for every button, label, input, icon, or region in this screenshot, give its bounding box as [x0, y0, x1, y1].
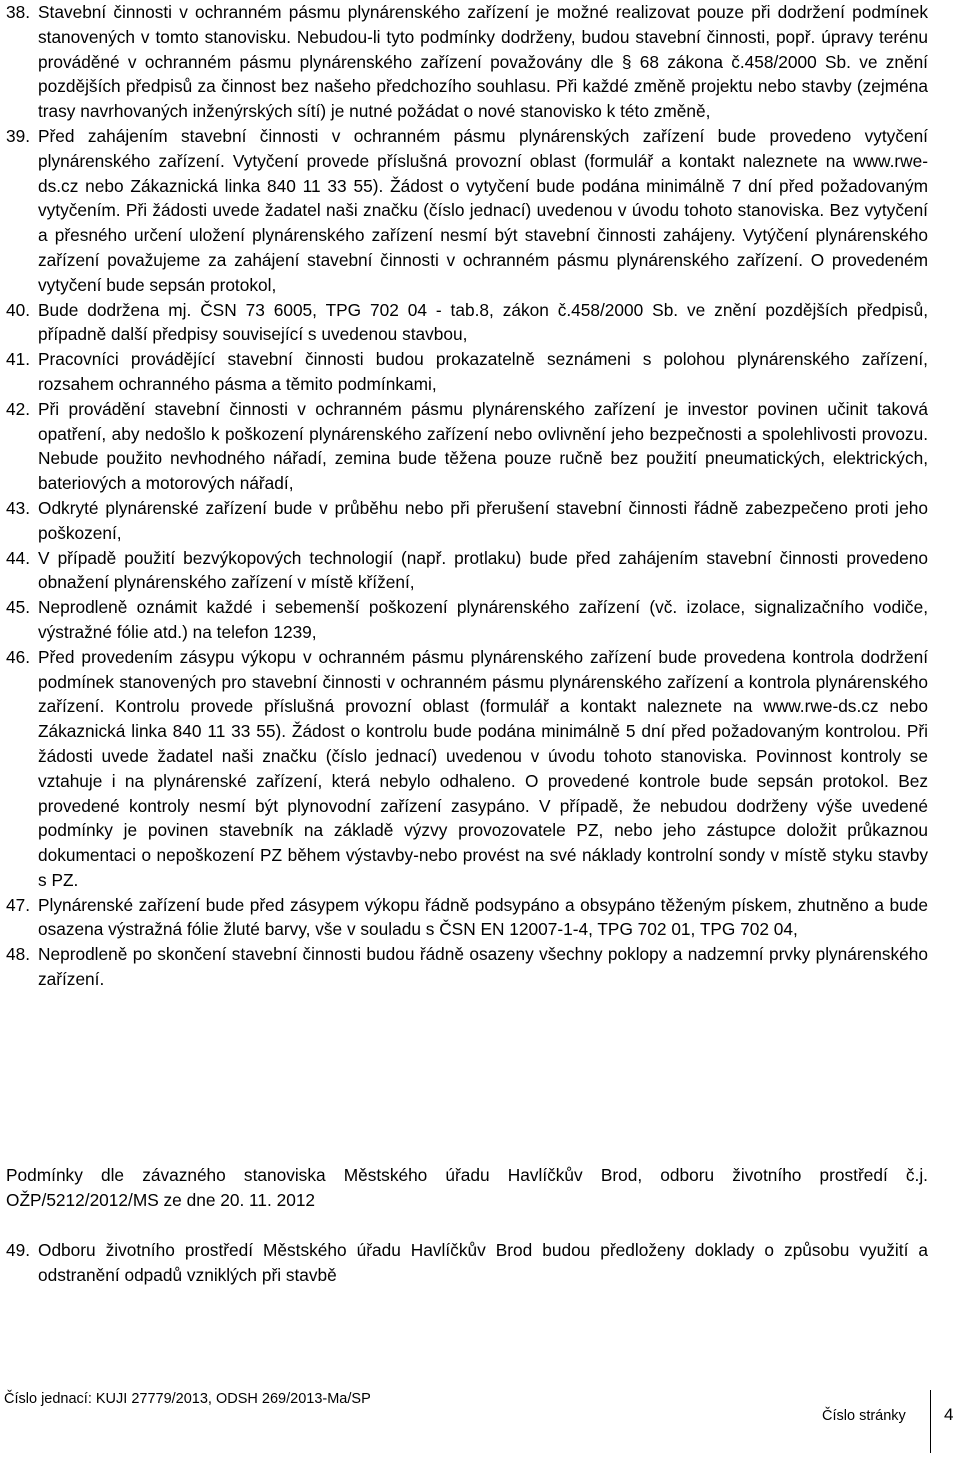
item-number: 48.: [6, 944, 31, 965]
item-number: 39.: [6, 125, 31, 146]
item-number: 42.: [6, 398, 31, 419]
item-number: 45.: [6, 597, 31, 618]
list-item-47: [6, 893, 928, 943]
item-number: 44.: [6, 547, 31, 568]
item-number: 38.: [6, 2, 31, 22]
conditions-list: [6, 0, 928, 992]
item-text: Neprodleně po skončení stavební činnosti budou řádně osazeny všechny poklopy a nadzemní prvky plynárenského zařízení.: [38, 944, 928, 990]
footer-page-label: Číslo stránky: [822, 1408, 906, 1424]
item-text: Bude dodržena mj. ČSN 73 6005, TPG 702 04 - tab.8, zákon č.458/2000 Sb. ve znění pozdějších předpisů, případně další předpisy související s uvedenou stavbou,: [38, 299, 928, 345]
item-text: Před provedením zásypu výkopu v ochranném pásmu plynárenského zařízení bude provedena kontrola dodržení podmínek stanovených pro stavební činnosti v ochranném pásmu plynárenského zařízení a kontrola plynárenského zařízení. Kontrolu provede příslušná provozní oblast (formulář a kontakt naleznete na www.rwe-ds.cz nebo Zákaznická linka 840 11 33 55). Žádost o kontrolu bude podána minimálně 5 dní před požadovaným kontrolou. Při žádosti uvede žadatel naši značku (číslo jednací) uvedenou v úvodu tohoto stanoviska. Povinnost kontroly se vztahuje i na plynárenské zařízení, která nebylo odhaleno. O provedené kontrole bude sepsán protokol. Bez provedené kontroly nesmí být plynovodní zařízení zasypáno. V případě, že nebudou dodrženy výše uvedené podmínky je povinen stavebník na základě výzvy provozovatele PZ, nebo jeho zástupce doložit průkaznou dokumentaci o nepoškození PZ během výstavby-nebo provést na své náklady kontrolní sondy v místě styku stavby s PZ.: [38, 646, 928, 890]
item-text: Plynárenské zařízení bude před zásypem výkopu řádně podsypáno a obsypáno těženým pískem, zhutněno a bude osazena výstražná fólie žluté barvy, vše v souladu s ČSN EN 12007-1-4, TPG 702 01, TPG 702 04,: [38, 894, 928, 940]
list-item-41: [6, 347, 928, 397]
list-item-38: [6, 0, 928, 124]
list-item-45: [6, 595, 928, 645]
item-text: Odkryté plynárenské zařízení bude v průběhu nebo při přerušení stavební činnosti řádně zabezpečeno proti jeho poškození,: [38, 497, 928, 543]
item-number: 40.: [6, 299, 31, 320]
list-item-44: [6, 546, 928, 596]
list-item-49: [6, 1238, 928, 1288]
item-text: Neprodleně oznámit každé i sebemenší poškození plynárenského zařízení (vč. izolace, signalizačního vodiče, výstražné fólie atd.) na telefon 1239,: [38, 597, 928, 642]
item-number: 46.: [6, 646, 31, 667]
list-item-46: [6, 645, 928, 893]
list-item-39: [6, 124, 928, 298]
item-text: Odboru životního prostředí Městského úřadu Havlíčkův Brod budou předloženy doklady o způsobu využití a odstranění odpadů vzniklých při stavbě: [38, 1240, 928, 1285]
item-number: 41.: [6, 349, 31, 370]
item-text: Pracovníci provádějící stavební činnosti budou prokazatelně seznámeni s polohou plynárenského zařízení, rozsahem ochranného pásma a těmito podmínkami,: [38, 349, 928, 394]
item-number: 47.: [6, 894, 31, 915]
item-number: 43.: [6, 497, 31, 518]
list-item-42: [6, 397, 928, 496]
item-text: Stavební činnosti v ochranném pásmu plynárenského zařízení je možné realizovat pouze při dodržení podmínek stanovených v tomto stanovisku. Nebudou-li tyto podmínky dodrženy, budou stavební činnosti, popř. úpravy terénu prováděné v ochranném pásmu plynárenského zařízení považovány dle § 68 zákona č.458/2000 Sb. ve znění pozdějších předpisů za činnost bez našeho předchozího souhlasu. Při každé změně projektu nebo stavby (zejména trasy navrhovaných inženýrských sítí) je nutné požádat o nové stanovisko k této změně,: [38, 2, 928, 122]
list-item-40: [6, 298, 928, 348]
list-item-43: [6, 496, 928, 546]
item-text: Při provádění stavební činnosti v ochranném pásmu plynárenského zařízení je investor povinen učinit taková opatření, aby nedošlo k poškození plynárenského zařízení nebo ovlivnění jeho bezpečnosti a spolehlivosti provozu. Nebude použito nevhodného nářadí, zemina bude těžena pouze ručně bez použití pneumatických, elektrických, bateriových a motorových nářadí,: [38, 398, 928, 494]
item-text: V případě použití bezvýkopových technologií (např. protlaku) bude před zahájením stavební činnosti provedeno obnažení plynárenského zařízení v místě křížení,: [38, 547, 928, 593]
footer-reference: Číslo jednací: KUJI 27779/2013, ODSH 269/2013-Ma/SP: [4, 1391, 371, 1407]
section-heading: Podmínky dle závazného stanoviska Městského úřadu Havlíčkův Brod, odboru životního prostředí č.j. OŽP/5212/2012/MS ze dne 20. 11. 2012: [6, 1165, 928, 1210]
page-footer: [0, 1390, 960, 1457]
conditions-list-2: [6, 1238, 928, 1288]
item-number: 49.: [6, 1240, 31, 1260]
list-item-48: [6, 942, 928, 992]
footer-divider: [930, 1390, 931, 1453]
item-text: Před zahájením stavební činnosti v ochranném pásmu plynárenských zařízení bude provedeno vytyčení plynárenského zařízení. Vytyčení provede příslušná provozní oblast (formulář a kontakt naleznete na www.rwe-ds.cz nebo Zákaznická linka 840 11 33 55). Žádost o vytyčení bude podána minimálně 7 dní před požadovaným vytyčením. Při žádosti uvede žadatel naši značku (číslo jednací) uvedenou v úvodu tohoto stanoviska. Bez vytyčení a přesného určení uložení plynárenského zařízení nesmí být stavební činnosti zahájeny. Vytýčení plynárenského zařízení považujeme za zahájení stavební činnosti v ochranném pásmu plynárenského zařízení. O provedeném vytyčení bude sepsán protokol,: [38, 125, 928, 295]
page-number: 4: [944, 1405, 954, 1424]
